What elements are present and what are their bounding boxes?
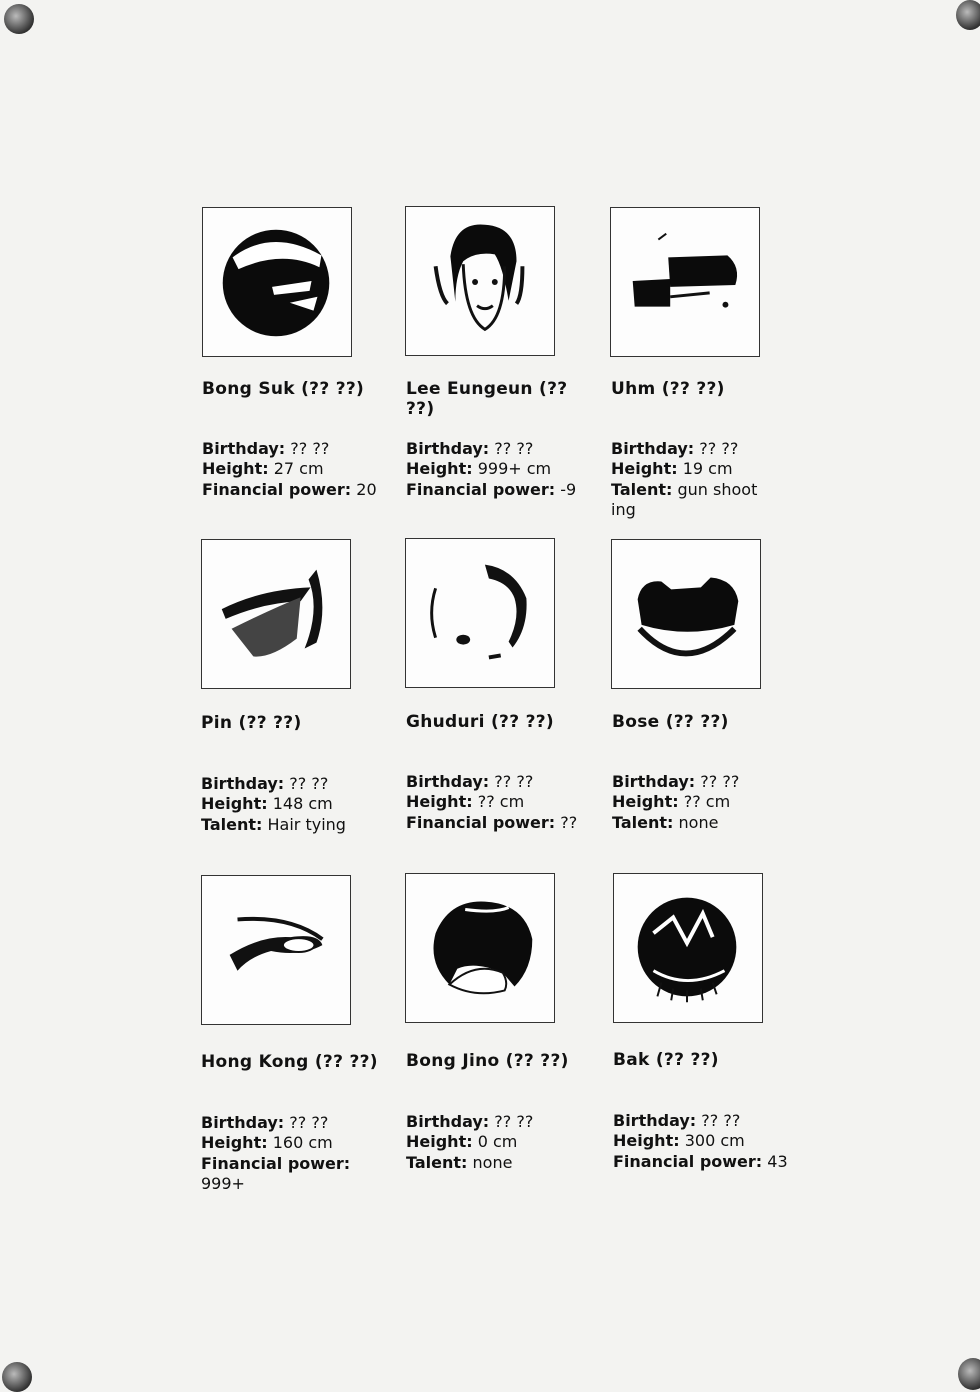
field-label: Birthday: (613, 1111, 697, 1130)
field-value: ?? ?? (489, 772, 534, 791)
field-value: ?? ?? (694, 439, 739, 458)
profile-photo-bong-jino (405, 873, 555, 1023)
profile-photo-uhm (610, 207, 760, 357)
field-value: ?? cm (472, 792, 525, 812)
field-label: Height: (611, 459, 678, 479)
field-value: ?? ?? (489, 439, 534, 458)
profile-photo-ghuduri (405, 538, 555, 688)
profile-details (201, 774, 376, 835)
field-label: Financial power: (613, 1151, 763, 1171)
profile-details (613, 1111, 788, 1172)
field-label: Birthday: (202, 439, 286, 458)
field-value: none (673, 812, 719, 832)
field-value: 148 cm (267, 794, 333, 814)
profile-photo-pin (201, 539, 351, 689)
field-label: Height: (612, 792, 679, 812)
field-value: Hair tying (262, 814, 346, 834)
profile-details (406, 439, 581, 500)
profile-details (201, 1113, 376, 1194)
field-label: Financial power: (406, 812, 556, 832)
field-value: gun shoot ing (611, 479, 758, 519)
profile-name: Bong Jino (?? ??) (406, 1051, 569, 1071)
field-label: Birthday: (406, 439, 490, 458)
field-value: ?? ?? (696, 1111, 741, 1130)
field-value: 160 cm (267, 1133, 333, 1153)
field-label: Birthday: (406, 772, 490, 791)
field-label: Height: (613, 1131, 680, 1151)
field-value: 43 (762, 1151, 788, 1171)
field-label: Height: (201, 1133, 268, 1153)
field-label: Financial power: (406, 479, 556, 499)
field-value: 999+ cm (472, 459, 552, 479)
field-value: none (467, 1152, 513, 1172)
profile-details (406, 772, 581, 833)
field-label: Birthday: (201, 1113, 285, 1132)
field-label: Height: (202, 459, 269, 479)
profile-photo-bong-suk (202, 207, 352, 357)
profile-name: Pin (?? ??) (201, 713, 302, 733)
field-label: Talent: (201, 814, 263, 834)
profile-name: Bose (?? ??) (612, 712, 729, 732)
field-value: ?? (555, 812, 578, 832)
field-label: Talent: (611, 479, 673, 499)
profile-name: Ghuduri (?? ??) (406, 712, 554, 732)
field-value: ?? ?? (284, 774, 329, 793)
field-label: Height: (201, 794, 268, 814)
field-value: 0 cm (472, 1132, 518, 1152)
profile-details (611, 439, 786, 520)
profile-details (202, 439, 377, 500)
field-label: Birthday: (406, 1112, 490, 1131)
profile-details (406, 1112, 581, 1173)
profile-photo-hong-kong (201, 875, 351, 1025)
profile-name: Lee Eungeun (?? ??) (406, 379, 568, 419)
profile-photo-lee-eungeun (405, 206, 555, 356)
field-label: Talent: (406, 1152, 468, 1172)
field-label: Financial power: (202, 479, 352, 499)
profile-name: Bong Suk (?? ??) (202, 379, 365, 399)
profile-name: Bak (?? ??) (613, 1050, 719, 1070)
field-label: Height: (406, 792, 473, 812)
field-value: 300 cm (679, 1131, 745, 1151)
profile-photo-bose (611, 539, 761, 689)
field-label: Birthday: (611, 439, 695, 458)
profile-name: Uhm (?? ??) (611, 379, 725, 399)
field-label: Birthday: (612, 772, 696, 791)
field-value: 19 cm (677, 459, 733, 479)
field-label: Height: (406, 459, 473, 479)
field-label: Birthday: (201, 774, 285, 793)
field-value: 27 cm (268, 459, 324, 479)
profile-details (612, 772, 787, 833)
profile-name: Hong Kong (?? ??) (201, 1052, 378, 1072)
field-value: ?? ?? (284, 1113, 329, 1132)
field-value: ?? ?? (285, 439, 330, 458)
profile-photo-bak (613, 873, 763, 1023)
field-label: Height: (406, 1132, 473, 1152)
field-value: -9 (555, 479, 577, 499)
field-label: Financial power: (201, 1153, 351, 1173)
field-value: ?? cm (678, 792, 731, 812)
field-label: Talent: (612, 812, 674, 832)
field-value: 20 (351, 479, 377, 499)
field-value: ?? ?? (695, 772, 740, 791)
field-value: ?? ?? (489, 1112, 534, 1131)
field-value: 999+ (201, 1173, 245, 1193)
